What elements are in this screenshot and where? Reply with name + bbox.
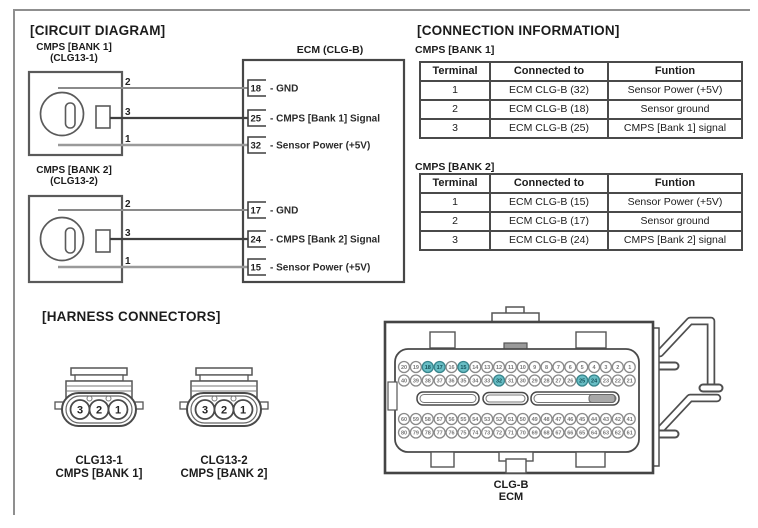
wire-number: 2 — [125, 199, 131, 210]
ecm-pin-66-number: 66 — [567, 430, 574, 437]
table-header-cell: Connected to — [490, 62, 608, 81]
ecm-pin-label: - GND — [270, 205, 299, 217]
ecm-pin-18-number: 18 — [424, 365, 431, 371]
ecm-pin-6-number: 6 — [568, 365, 572, 371]
ecm-pin-39-number: 39 — [412, 378, 419, 385]
wire-number: 1 — [125, 256, 131, 267]
ecm-pin-34-number: 34 — [472, 378, 479, 385]
table-cell: 2 — [420, 212, 490, 231]
ecm-pin-43-number: 43 — [602, 417, 610, 423]
table-caption-bank1: CMPS [BANK 1] — [415, 44, 495, 56]
sensor-bank2-code: (CLG13-2) — [50, 176, 98, 187]
ecm-pin-51-number: 51 — [507, 417, 514, 423]
top-notch-right — [576, 332, 606, 348]
connector-cap2 — [200, 375, 248, 381]
ecm-pin-45-number: 45 — [579, 417, 586, 423]
ecm-pin-54-number: 54 — [472, 417, 479, 423]
ecm-box-label: ECM (CLG-B) — [296, 44, 364, 56]
table-cell: 2 — [420, 100, 490, 119]
ecm-pin-30-number: 30 — [519, 378, 526, 385]
connector-cap — [71, 368, 127, 375]
ecm-pin-5-number: 5 — [580, 365, 584, 371]
ecm-pin-47-number: 47 — [555, 417, 562, 423]
ecm-pin-number: 24 — [250, 234, 262, 246]
ecm-pin-33-number: 33 — [484, 378, 491, 385]
ecm-pin-36-number: 36 — [448, 378, 455, 385]
wire-number: 3 — [125, 107, 131, 118]
ecm-pin-12-number: 12 — [495, 365, 503, 371]
table-cell: 3 — [420, 119, 490, 138]
ecm-pin-69-number: 69 — [531, 430, 538, 437]
table-header-cell: Funtion — [608, 62, 742, 81]
harness-connectors-drawing — [40, 362, 290, 450]
ecm-pin-21-number: 21 — [626, 378, 633, 385]
center-slot-2 — [483, 393, 528, 405]
sensor-element — [66, 103, 76, 128]
table-cell: Sensor Power (+5V) — [608, 193, 742, 212]
table-row — [420, 100, 742, 119]
table-cell: ECM CLG-B (18) — [490, 100, 608, 119]
ecm-pin-label: - CMPS [Bank 1] Signal — [270, 113, 381, 125]
ecm-pin-11-number: 11 — [508, 365, 514, 371]
harness-pin-number: 2 — [220, 404, 228, 417]
ecm-pin-79-number: 79 — [412, 430, 419, 437]
harness-pin-number: 1 — [239, 404, 247, 417]
wire-number: 2 — [125, 77, 131, 88]
ecm-pin-48-number: 48 — [543, 417, 550, 423]
ecm-pin-26-number: 26 — [567, 378, 574, 385]
table-cell: ECM CLG-B (32) — [490, 81, 608, 100]
ecm-pin-10-number: 10 — [519, 365, 526, 371]
table-cell: 1 — [420, 81, 490, 100]
harness-pin-number: 1 — [114, 404, 122, 417]
ecm-pin-number: 32 — [250, 140, 262, 152]
table-cell: ECM CLG-B (15) — [490, 193, 608, 212]
wire-number: 1 — [125, 134, 131, 145]
ecm-pin-41-number: 41 — [626, 417, 633, 423]
ecm-pin-67-number: 67 — [555, 430, 562, 437]
ecm-pin-62-number: 62 — [614, 430, 621, 437]
ecm-pin-19-number: 19 — [412, 365, 419, 371]
ecm-pin-58-number: 58 — [424, 417, 431, 423]
connection-table-bank1 — [419, 61, 743, 139]
ecm-pin-55-number: 55 — [460, 417, 467, 423]
table-cell: Sensor Power (+5V) — [608, 81, 742, 100]
ecm-pin-71-number: 71 — [507, 430, 514, 437]
ecm-pin-72-number: 72 — [495, 430, 503, 437]
ecm-pin-16-number: 16 — [448, 365, 455, 371]
ecm-pin-50-number: 50 — [519, 417, 526, 423]
sensor-terminal — [96, 230, 110, 252]
table-header-cell: Terminal — [420, 62, 490, 81]
ecm-box — [243, 60, 404, 282]
ecm-pin-53-number: 53 — [484, 417, 491, 423]
ecm-pin-13-number: 13 — [484, 365, 491, 371]
connection-table-bank2-wrap — [419, 173, 743, 251]
sensor-bank2-name: CMPS [BANK 2] — [36, 165, 112, 176]
left-key — [388, 382, 397, 410]
ecm-pin-25-number: 25 — [579, 378, 586, 385]
table-row — [420, 231, 742, 250]
ecm-pin-75-number: 75 — [460, 430, 467, 437]
harness-pin-number: 3 — [76, 404, 84, 417]
table-cell: CMPS [Bank 2] signal — [608, 231, 742, 250]
ecm-pin-label: - GND — [270, 83, 299, 95]
table-header-cell: Terminal — [420, 174, 490, 193]
ecm-pin-20-number: 20 — [400, 365, 408, 371]
bottom-tab-small — [506, 459, 526, 473]
table-cell: ECM CLG-B (25) — [490, 119, 608, 138]
center-slot-1 — [417, 392, 479, 405]
ecm-pin-15-number: 15 — [460, 365, 467, 371]
ecm-pin-63-number: 63 — [602, 430, 610, 437]
ecm-pin-40-number: 40 — [400, 378, 408, 385]
table-row — [420, 119, 742, 138]
table-caption-bank2: CMPS [BANK 2] — [415, 161, 495, 173]
ecm-pin-1-number: 1 — [628, 365, 632, 371]
table-cell: Sensor ground — [608, 100, 742, 119]
ecm-pin-70-number: 70 — [519, 430, 526, 437]
connection-table-bank1-wrap — [419, 61, 743, 139]
ecm-pin-61-number: 61 — [626, 430, 633, 437]
connector2-code-label: CLG13-2 — [200, 455, 248, 467]
ecm-pin-42-number: 42 — [614, 417, 621, 423]
table-cell: Sensor ground — [608, 212, 742, 231]
sensor-bank1-code: (CLG13-1) — [50, 53, 98, 64]
sensor-circle — [41, 218, 84, 261]
connector-cap — [196, 368, 252, 375]
sensor-circle — [41, 93, 84, 136]
ecm-pin-9-number: 9 — [533, 365, 537, 371]
ecm-pin-76-number: 76 — [448, 430, 455, 437]
connection-table-bank2 — [419, 173, 743, 251]
wire-number: 3 — [125, 228, 131, 239]
sensor-terminal — [96, 106, 110, 128]
ecm-connector-code-label: CLG-B — [493, 479, 529, 491]
table-cell: 3 — [420, 231, 490, 250]
ecm-pin-46-number: 46 — [567, 417, 574, 423]
ecm-pin-29-number: 29 — [531, 378, 538, 385]
circuit-diagram-drawing — [0, 0, 430, 300]
table-header-cell: Connected to — [490, 174, 608, 193]
ecm-pin-label: - Sensor Power (+5V) — [270, 262, 371, 274]
connector-cap2 — [75, 375, 123, 381]
ecm-connector-name-label: ECM — [498, 491, 524, 503]
ecm-pin-28-number: 28 — [543, 378, 550, 385]
ecm-pin-2-number: 2 — [616, 365, 620, 371]
latch-lever-upper — [660, 321, 711, 388]
harness-connectors-title: [HARNESS CONNECTORS] — [42, 309, 221, 324]
ecm-pin-14-number: 14 — [472, 365, 479, 371]
sensor-element — [66, 228, 76, 253]
ecm-pin-4-number: 4 — [592, 365, 596, 371]
table-row — [420, 212, 742, 231]
ecm-pin-7-number: 7 — [556, 365, 560, 371]
bottom-notch-right — [576, 452, 605, 467]
ecm-pin-17-number: 17 — [436, 365, 443, 371]
table-cell: ECM CLG-B (17) — [490, 212, 608, 231]
ecm-pin-80-number: 80 — [400, 430, 408, 437]
circuit-diagram-title: [CIRCUIT DIAGRAM] — [30, 23, 166, 38]
ecm-pin-77-number: 77 — [436, 430, 443, 437]
connection-information-title: [CONNECTION INFORMATION] — [417, 23, 620, 38]
table-cell: 1 — [420, 193, 490, 212]
ecm-pin-number: 17 — [250, 205, 262, 217]
ecm-pin-60-number: 60 — [400, 417, 408, 423]
table-row — [420, 193, 742, 212]
ecm-pin-44-number: 44 — [591, 417, 598, 423]
ecm-pin-label: - CMPS [Bank 2] Signal — [270, 234, 381, 246]
harness-pin-number: 2 — [95, 404, 103, 417]
connector1-code-label: CLG13-1 — [75, 455, 123, 467]
ecm-pin-68-number: 68 — [543, 430, 550, 437]
ecm-pin-65-number: 65 — [579, 430, 586, 437]
ecm-pin-3-number: 3 — [604, 365, 608, 371]
ecm-pin-number: 25 — [250, 113, 262, 125]
ecm-pin-56-number: 56 — [448, 417, 455, 423]
harness-pin-number: 3 — [201, 404, 209, 417]
ecm-pin-49-number: 49 — [531, 417, 538, 423]
ecm-pin-23-number: 23 — [602, 378, 610, 385]
ecm-pin-37-number: 37 — [436, 378, 443, 385]
connector2-name-label: CMPS [BANK 2] — [180, 468, 268, 480]
table-cell: CMPS [Bank 1] signal — [608, 119, 742, 138]
ecm-pin-38-number: 38 — [424, 378, 431, 385]
top-notch-left — [430, 332, 455, 348]
ecm-pin-22-number: 22 — [614, 378, 621, 385]
table-cell: ECM CLG-B (24) — [490, 231, 608, 250]
ecm-pin-73-number: 73 — [484, 430, 491, 437]
connector1-name-label: CMPS [BANK 1] — [55, 468, 143, 480]
bottom-notch-left — [431, 452, 454, 467]
ecm-pin-57-number: 57 — [436, 417, 443, 423]
ecm-pin-number: 15 — [250, 262, 262, 274]
ecm-pin-64-number: 64 — [591, 430, 598, 437]
ecm-pin-31-number: 31 — [507, 378, 514, 385]
ecm-pin-32-number: 32 — [495, 378, 503, 385]
table-header-cell: Funtion — [608, 174, 742, 193]
ecm-pin-59-number: 59 — [412, 417, 419, 423]
center-slot-key-gray — [589, 395, 615, 403]
ecm-pin-8-number: 8 — [545, 365, 549, 371]
ecm-pin-number: 18 — [250, 83, 262, 95]
ecm-pin-label: - Sensor Power (+5V) — [270, 140, 371, 152]
table-row — [420, 81, 742, 100]
ecm-pin-24-number: 24 — [591, 378, 598, 385]
ecm-pin-35-number: 35 — [460, 378, 467, 385]
ecm-pin-52-number: 52 — [495, 417, 503, 423]
sensor-bank1-name: CMPS [BANK 1] — [36, 42, 112, 53]
ecm-pin-78-number: 78 — [424, 430, 431, 437]
ecm-pin-74-number: 74 — [472, 430, 479, 437]
ecm-pin-27-number: 27 — [555, 378, 562, 385]
